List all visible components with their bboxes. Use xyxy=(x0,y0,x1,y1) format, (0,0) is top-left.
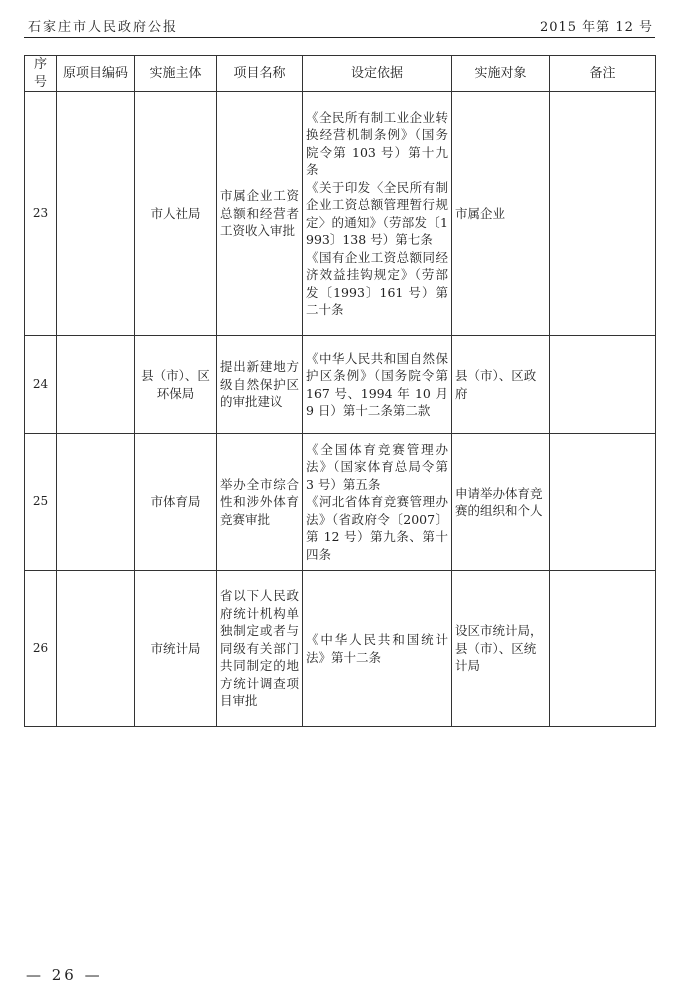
col-header-code: 原项目编码 xyxy=(57,56,135,92)
basis-item: 《中华人民共和国统计法》第十二条 xyxy=(306,632,448,665)
basis-item: 《关于印发〈全民所有制企业工资总额管理暂行规定〉的通知》（劳部发〔1993〕138 号）第七条 xyxy=(306,179,448,247)
col-header-subject: 实施主体 xyxy=(135,56,217,92)
project-code xyxy=(57,92,135,336)
table-header-row xyxy=(25,56,656,92)
basis-item: 《中华人民共和国自然保护区条例》（国务院令第 167 号、1994 年 10 月 9 日）第十二条第二款 xyxy=(306,350,448,418)
remarks xyxy=(550,434,656,571)
legal-basis xyxy=(303,571,452,727)
col-header-target: 实施对象 xyxy=(452,56,550,92)
basis-item: 《全国体育竞赛管理办法》（国家体育总局令第 3 号）第五条 xyxy=(306,441,448,492)
row-number: 25 xyxy=(25,434,57,571)
issue-number: 2015 年第 12 号 xyxy=(539,20,653,35)
publication-title: 石家庄市人民政府公报 xyxy=(28,20,179,35)
table-row xyxy=(25,336,656,434)
project-name: 市属企业工资总额和经营者工资收入审批 xyxy=(217,92,303,336)
col-header-basis: 设定依据 xyxy=(303,56,452,92)
row-number: 23 xyxy=(25,92,57,336)
implementing-body: 市人社局 xyxy=(135,92,217,336)
remarks xyxy=(550,336,656,434)
col-header-name: 项目名称 xyxy=(217,56,303,92)
basis-item: 《国有企业工资总额同经济效益挂钩规定》（劳部发〔1993〕161 号）第二十条 xyxy=(306,249,448,317)
basis-item: 《全民所有制工业企业转换经营机制条例》（国务院令第 103 号）第十九条 xyxy=(306,109,448,177)
table-row xyxy=(25,92,656,336)
project-code xyxy=(57,336,135,434)
project-name: 提出新建地方级自然保护区的审批建议 xyxy=(217,336,303,434)
legal-basis xyxy=(303,336,452,434)
approval-items-table xyxy=(24,55,656,727)
col-header-no: 序号 xyxy=(25,56,57,92)
project-name: 举办全市综合性和涉外体育竞赛审批 xyxy=(217,434,303,571)
legal-basis xyxy=(303,92,452,336)
target-object: 市属企业 xyxy=(452,92,550,336)
row-number: 24 xyxy=(25,336,57,434)
col-header-note: 备注 xyxy=(550,56,656,92)
remarks xyxy=(550,92,656,336)
header-divider xyxy=(24,37,655,38)
page-header xyxy=(24,14,655,36)
target-object: 申请举办体育竞赛的组织和个人 xyxy=(452,434,550,571)
table-row xyxy=(25,571,656,727)
basis-item: 《河北省体育竞赛管理办法》（省政府令〔2007〕第 12 号）第九条、第十四条 xyxy=(306,494,448,562)
implementing-body: 县（市）、区环保局 xyxy=(135,336,217,434)
project-name: 省以下人民政府统计机构单独制定或者与同级有关部门共同制定的地方统计调查项目审批 xyxy=(217,571,303,727)
table-row xyxy=(25,434,656,571)
target-object: 设区市统计局，县（市）、区统计局 xyxy=(452,571,550,727)
implementing-body: 市体育局 xyxy=(135,434,217,571)
page-number: — 26 — xyxy=(26,966,103,984)
row-number: 26 xyxy=(25,571,57,727)
implementing-body: 市统计局 xyxy=(135,571,217,727)
project-code xyxy=(57,434,135,571)
project-code xyxy=(57,571,135,727)
remarks xyxy=(550,571,656,727)
legal-basis xyxy=(303,434,452,571)
target-object: 县（市）、区政府 xyxy=(452,336,550,434)
